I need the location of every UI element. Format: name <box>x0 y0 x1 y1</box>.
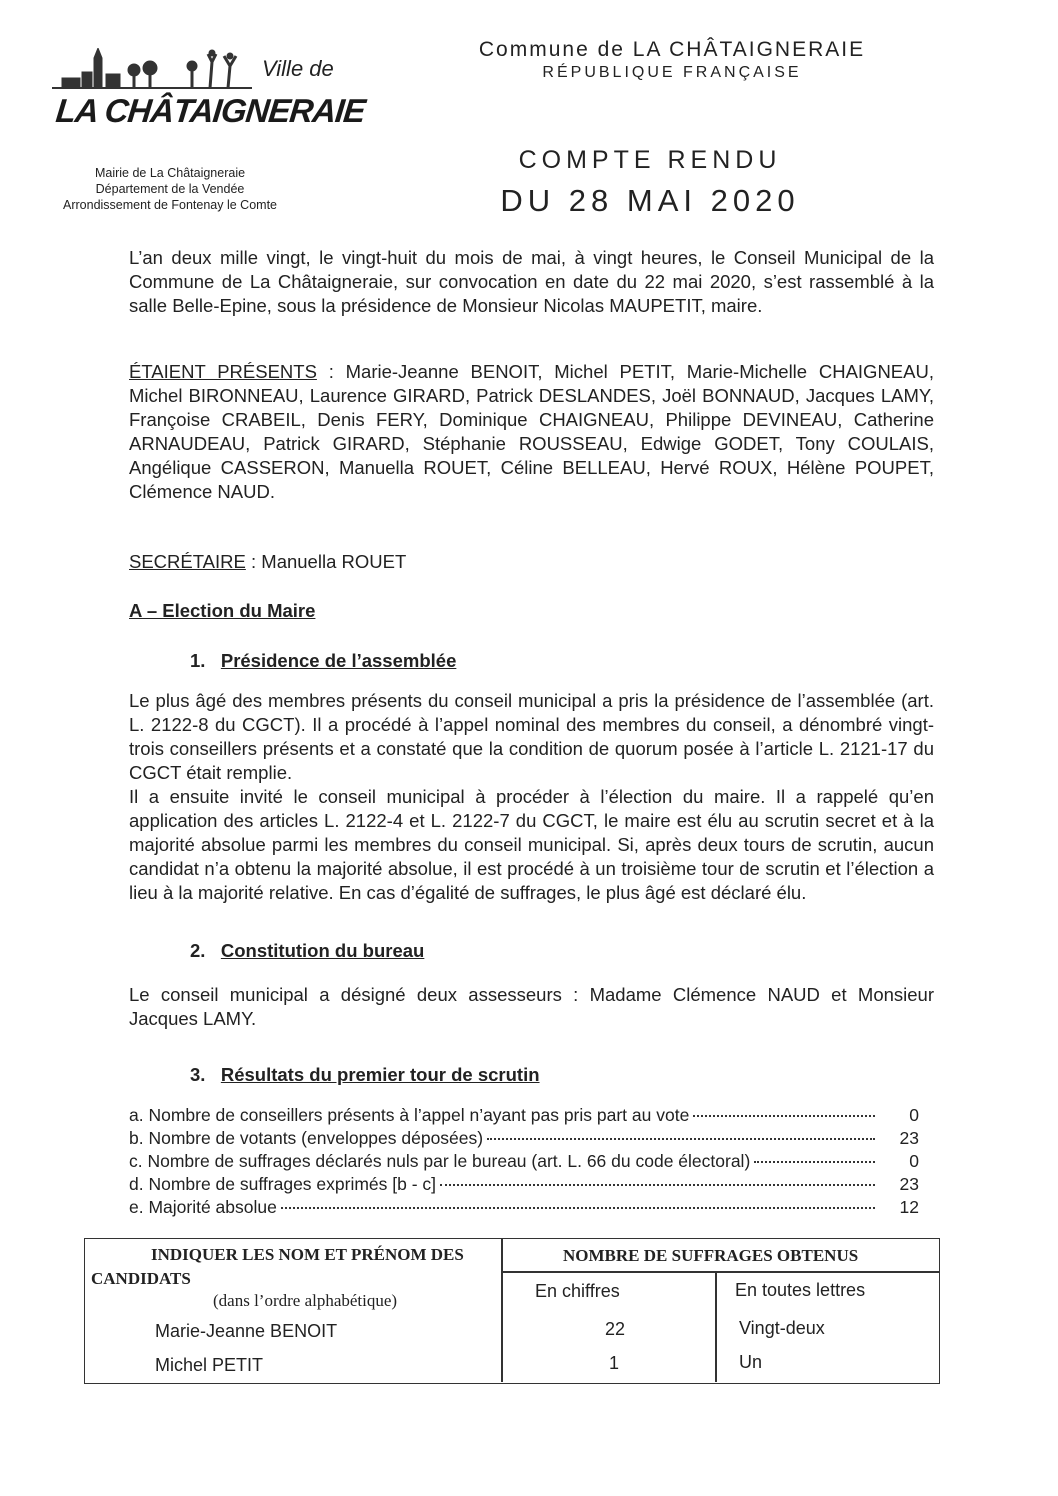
logo-ville-text: Ville de <box>262 56 334 81</box>
result-line <box>129 1197 919 1220</box>
mairie-line: Mairie de La Châtaigneraie <box>94 166 246 180</box>
title-line-2: DU 28 MAI 2020 <box>500 183 800 218</box>
col2b-header: En toutes lettres <box>735 1280 866 1300</box>
candidates-table <box>84 1238 940 1384</box>
secretaire-label: SECRÉTAIRE <box>129 551 246 572</box>
table-divider <box>501 1271 939 1273</box>
candidate-votes-words: Un <box>739 1352 763 1372</box>
presents-list: : Marie-Jeanne BENOIT, Michel PETIT, Marie-Michelle CHAIGNEAU, Michel BIRONNEAU, Laurence GIRARD, Patrick DESLANDES, Joël BONNAUD, Jacques LAMY, Françoise CRABEIL, Denis FERY, Dominique CHAIGNEAU, Philippe DEVINEAU, Catherine ARNAUDEAU, Patrick GIRARD, Stéphanie ROUSSEAU, Edwige GODET, Tony COULAIS, Angélique CASSERON, Manuella ROUET, Céline BELLEAU, Hervé ROUX, Hélène POUPET, Clémence NAUD. <box>129 361 934 502</box>
col1-header-line1: INDIQUER LES NOM ET PRÉNOM DES <box>151 1245 464 1264</box>
sub1-title: Présidence de l’assemblée <box>220 650 457 671</box>
republique-text: RÉPUBLIQUE FRANÇAISE <box>542 64 802 81</box>
sub2-heading <box>190 940 424 962</box>
result-label: d. Nombre de suffrages exprimés [b - c] <box>129 1174 437 1194</box>
dot-leader <box>440 1184 875 1186</box>
dot-leader <box>693 1115 875 1117</box>
col2a-header: En chiffres <box>535 1281 620 1301</box>
section-a-heading: A – Election du Maire <box>129 600 316 621</box>
result-value: 0 <box>909 1105 919 1125</box>
sub1-heading <box>190 650 456 672</box>
mairie-line: Département de la Vendée <box>95 182 245 196</box>
result-value: 23 <box>899 1128 919 1148</box>
secretaire-name: : Manuella ROUET <box>245 551 407 572</box>
dot-leader <box>754 1161 875 1163</box>
sub1-number: 1. <box>190 650 206 671</box>
sub3-title: Résultats du premier tour de scrutin <box>220 1064 540 1085</box>
sub2-title: Constitution du bureau <box>220 940 425 961</box>
commune-header <box>452 38 892 82</box>
document-title <box>490 146 810 219</box>
secretaire-paragraph <box>129 550 934 574</box>
commune-name: Commune de LA CHÂTAIGNERAIE <box>478 38 866 61</box>
result-label: a. Nombre de conseillers présents à l’appel n’ayant pas pris part au vote <box>129 1105 690 1125</box>
table-divider <box>501 1239 503 1382</box>
result-line <box>129 1105 919 1128</box>
result-line <box>129 1174 919 1197</box>
result-line <box>129 1151 919 1174</box>
title-line-1: COMPTE RENDU <box>518 146 782 174</box>
result-label: b. Nombre de votants (enveloppes déposées) <box>129 1128 484 1148</box>
result-value: 0 <box>909 1151 919 1171</box>
intro-paragraph: L’an deux mille vingt, le vingt-huit du mois de mai, à vingt heures, le Conseil Municipal de la Commune de La Châtaigneraie, sur convocation en date du 22 mai 2020, s’est rassemblé à la salle Belle-Epine, sous la présidence de Monsieur Nicolas MAUPETIT, maire. <box>129 247 934 316</box>
result-label: e. Majorité absolue <box>129 1197 277 1217</box>
dot-leader <box>487 1138 875 1140</box>
col1-header-sub: (dans l’ordre alphabétique) <box>213 1291 398 1310</box>
mairie-address <box>40 165 300 213</box>
result-label: c. Nombre de suffrages déclarés nuls par le bureau (art. L. 66 du code électoral) <box>129 1151 751 1171</box>
result-value: 23 <box>899 1174 919 1194</box>
sub1-paragraph-1: Le plus âgé des membres présents du conseil municipal a pris la présidence de l’assemblée (art. L. 2122-8 du CGCT). Il a procédé à l’appel nominal des membres du conseil, a dénombré vingt-trois conseillers présents et a constaté que la condition de quorum posée à l’article L. 2121-17 du CGCT était remplie. <box>129 690 934 783</box>
sub3-number: 3. <box>190 1064 206 1085</box>
logo-name-text: LA CHÂTAIGNERAIE <box>54 92 367 129</box>
candidate-votes-words: Vingt-deux <box>739 1318 825 1338</box>
sub3-heading <box>190 1064 540 1086</box>
presents-label: ÉTAIENT PRÉSENTS <box>129 361 317 382</box>
sub2-number: 2. <box>190 940 206 961</box>
town-logo <box>52 40 367 140</box>
candidate-votes-digits: 22 <box>605 1319 626 1339</box>
mairie-line: Arrondissement de Fontenay le Comte <box>63 198 277 212</box>
col2-header: NOMBRE DE SUFFRAGES OBTENUS <box>563 1246 859 1265</box>
candidate-votes-digits: 1 <box>609 1353 620 1373</box>
presents-paragraph <box>129 360 934 504</box>
sub2-paragraph: Le conseil municipal a désigné deux assesseurs : Madame Clémence NAUD et Monsieur Jacques LAMY. <box>129 984 934 1029</box>
result-line <box>129 1128 919 1151</box>
candidate-name: Michel PETIT <box>155 1355 264 1375</box>
dot-leader <box>281 1207 875 1209</box>
col1-header-line2: CANDIDATS <box>91 1269 191 1288</box>
candidate-name: Marie-Jeanne BENOIT <box>155 1321 338 1341</box>
sub1-paragraph-2: Il a ensuite invité le conseil municipal à procéder à l’élection du maire. Il a rappelé qu’en application des articles L. 2122-4 et L. 2122-7 du CGCT, le maire est élu au scrutin secret et à la majorité absolue parmi les membres du conseil municipal. Si, après deux tours de scrutin, aucun candidat n’a obtenu la majorité absolue, il est procédé à un troisième tour de scrutin et l’élection a lieu à la majorité relative. En cas d’égalité de suffrages, le plus âgé est déclaré élu. <box>129 786 934 903</box>
result-value: 12 <box>899 1197 919 1217</box>
table-divider <box>715 1271 717 1382</box>
